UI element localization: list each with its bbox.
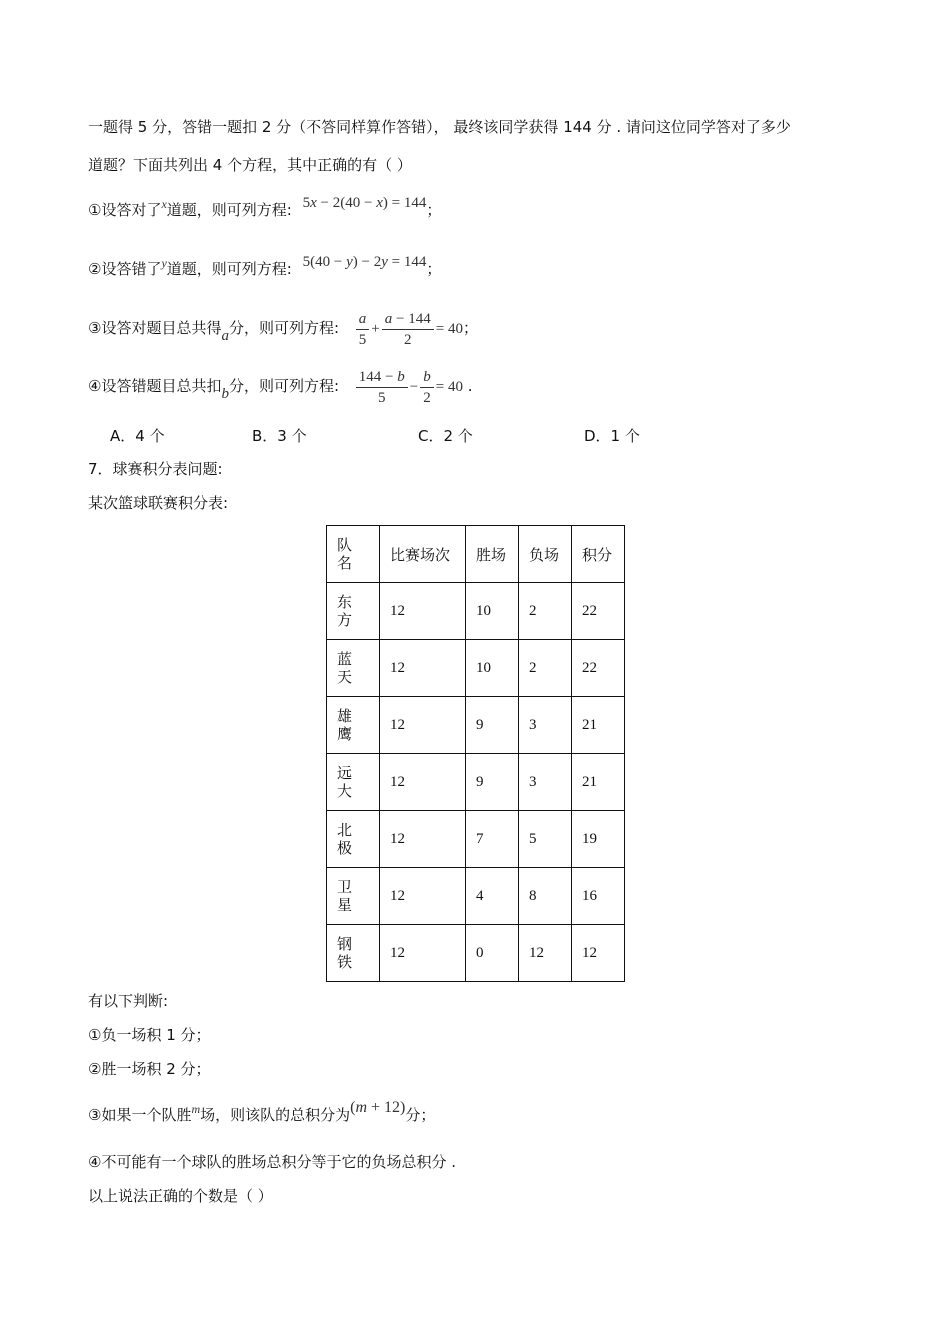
- table-cell-team: 卫星: [327, 868, 380, 925]
- q6-option-1-equation: 5x − 2(40 − x) = 144: [302, 195, 427, 211]
- q7-judgement-3: ③如果一个队胜$^m$场，则该队的总积分为(m + 12)分；: [88, 1099, 436, 1124]
- table-cell: 5: [519, 811, 572, 868]
- table-cell-team: 钢铁: [327, 925, 380, 982]
- q6-option-2-middle: 道题，则可列方程:: [166, 260, 292, 278]
- table-row: [327, 925, 625, 982]
- q7-intro: 某次篮球联赛积分表:: [88, 494, 229, 512]
- q6-stem-line1: 一题得 5 分，答错一题扣 2 分（不答同样算作答错）， 最终该同学获得 144 分 . 请问这位同学答对了多少: [88, 118, 791, 136]
- q6-option-2-end: ；: [426, 260, 442, 278]
- table-cell-team: 蓝天: [327, 640, 380, 697]
- table-cell: 16: [572, 868, 625, 925]
- q6-option-2-prefix: ②设答错了: [88, 260, 162, 278]
- table-cell: 22: [572, 640, 625, 697]
- table-cell-team: 北极: [327, 811, 380, 868]
- q6-option-3-equation: $\frac{a}{5}$ + $\frac{a - 144}{2}$ = 40: [354, 307, 463, 351]
- table-header-cell: 胜场: [466, 526, 519, 583]
- q6-choice-a: A．4 个: [110, 427, 165, 445]
- q6-option-4-equation: $\frac{144 - b}{5}$ − $\frac{b}{2}$ = 40: [354, 365, 463, 409]
- score-table: [326, 525, 625, 982]
- q6-option-3-end: ；: [462, 319, 478, 337]
- q6-option-4: [88, 364, 473, 409]
- q6-option-1: [88, 195, 442, 221]
- table-header-cell: 比赛场次: [380, 526, 466, 583]
- table-header-cell: 负场: [519, 526, 572, 583]
- q6-option-2: [88, 254, 442, 280]
- table-cell: 12: [380, 754, 466, 811]
- table-cell: 12: [380, 925, 466, 982]
- q7-title: 7．球赛积分表问题:: [88, 460, 223, 478]
- table-cell: 21: [572, 754, 625, 811]
- q7-judge-title: 有以下判断:: [88, 992, 169, 1010]
- table-cell: 7: [466, 811, 519, 868]
- q7-judgement-4: ④不可能有一个球队的胜场总积分等于它的负场总积分 .: [88, 1153, 456, 1171]
- table-cell: 19: [572, 811, 625, 868]
- table-header-row: [327, 526, 625, 583]
- table-cell-team: 东方: [327, 583, 380, 640]
- table-cell: 9: [466, 697, 519, 754]
- table-header-cell: 积分: [572, 526, 625, 583]
- q7-judgement-1: ①负一场积 1 分；: [88, 1026, 211, 1044]
- table-row: [327, 868, 625, 925]
- table-cell: 2: [519, 583, 572, 640]
- q6-option-1-end: ；: [426, 201, 442, 219]
- q6-option-4-middle: 分，则可列方程:: [228, 377, 340, 395]
- q6-option-2-equation: 5(40 − y) − 2y = 144: [302, 254, 427, 270]
- table-cell: 9: [466, 754, 519, 811]
- table-row: [327, 754, 625, 811]
- table-cell: 2: [519, 640, 572, 697]
- table-row: [327, 697, 625, 754]
- table-cell: 10: [466, 640, 519, 697]
- table-cell: 12: [519, 925, 572, 982]
- q6-option-4-end: .: [462, 377, 473, 395]
- table-cell: 12: [380, 868, 466, 925]
- q6-choice-d: D．1 个: [584, 427, 640, 445]
- q6-option-3-middle: 分，则可列方程:: [228, 319, 340, 337]
- table-cell: 0: [466, 925, 519, 982]
- table-row: [327, 583, 625, 640]
- table-cell: 10: [466, 583, 519, 640]
- table-cell: 8: [519, 868, 572, 925]
- q6-option-3-prefix: ③设答对题目总共得: [88, 319, 222, 337]
- q7-judgement-3-variable: m: [191, 1102, 201, 1116]
- q6-option-3: [88, 306, 478, 351]
- table-cell: 12: [380, 697, 466, 754]
- table-cell: 21: [572, 697, 625, 754]
- table-cell: 12: [380, 583, 466, 640]
- q6-stem-line2: 道题？下面共列出 4 个方程，其中正确的有（ ）: [88, 156, 412, 174]
- q6-option-1-variable: x: [161, 197, 167, 211]
- table-cell: 22: [572, 583, 625, 640]
- q6-option-1-middle: 道题，则可列方程:: [166, 201, 292, 219]
- table-cell: 4: [466, 868, 519, 925]
- q6-option-4-prefix: ④设答错题目总共扣: [88, 377, 222, 395]
- table-cell: 3: [519, 697, 572, 754]
- table-cell: 12: [380, 640, 466, 697]
- table-row: [327, 811, 625, 868]
- q6-choice-c: C．2 个: [418, 427, 473, 445]
- q7-judgement-2: ②胜一场积 2 分；: [88, 1060, 211, 1078]
- q6-option-2-variable: y: [161, 256, 167, 270]
- table-cell-team: 远大: [327, 754, 380, 811]
- table-header-cell: 队名: [327, 526, 380, 583]
- q6-choice-b: B．3 个: [252, 427, 307, 445]
- table-cell: 12: [380, 811, 466, 868]
- q7-question: 以上说法正确的个数是（ ）: [88, 1187, 273, 1205]
- q6-option-1-prefix: ①设答对了: [88, 201, 162, 219]
- q6-option-3-variable: a: [221, 328, 229, 344]
- q6-option-4-variable: b: [221, 386, 229, 402]
- table-cell: 3: [519, 754, 572, 811]
- q7-judgement-3-expression: (m + 12): [350, 1099, 406, 1116]
- table-cell: 12: [572, 925, 625, 982]
- table-cell-team: 雄鹰: [327, 697, 380, 754]
- table-row: [327, 640, 625, 697]
